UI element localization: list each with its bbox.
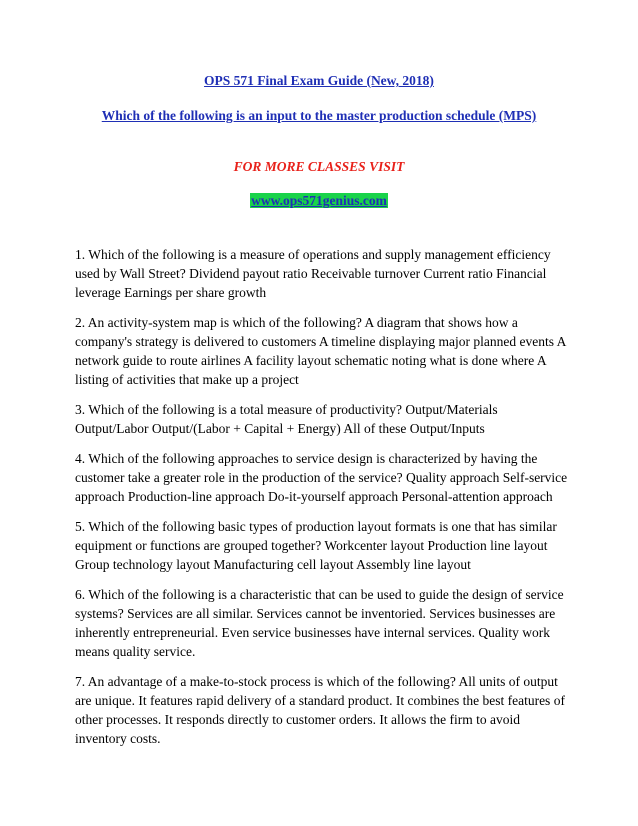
question-item: 1. Which of the following is a measure of operations and supply management efficiency used by Wall Street? Dividend payout ratio Receivable turnover Current ratio Financial leverage Earnings per share growth <box>75 247 551 300</box>
promo-text: FOR MORE CLASSES VISIT <box>233 159 405 174</box>
question-item: 2. An activity-system map is which of the following? A diagram that shows how a company's strategy is delivered to customers A timeline displaying major planned events A network guide to route airlines A facility layout schematic noting what is done where A listing of activities that make up a project <box>75 315 566 387</box>
question-item: 5. Which of the following basic types of production layout formats is one that has similar equipment or functions are grouped together? Workcenter layout Production line layout Group technology layout Manufacturing cell layout Assembly line layout <box>75 519 557 572</box>
document-title[interactable]: OPS 571 Final Exam Guide (New, 2018) <box>204 73 434 88</box>
question-item: 7. An advantage of a make-to-stock process is which of the following? All units of output are unique. It features rapid delivery of a standard product. It combines the best features of other processes. It responds directly to customer orders. It allows the firm to avoid inventory costs. <box>75 674 565 746</box>
document-title-link[interactable] <box>0 73 638 89</box>
question-item: 6. Which of the following is a characteristic that can be used to guide the design of service systems? Services are all similar. Services cannot be inventoried. Services businesses are inherently entrepreneurial. Even service businesses have internal services. Quality work means quality service. <box>75 587 564 659</box>
promo-link-row <box>0 193 638 209</box>
question-item: 3. Which of the following is a total measure of productivity? Output/Materials Output/Labor Output/(Labor + Capital + Energy) All of these Output/Inputs <box>75 402 498 436</box>
document-subtitle-link[interactable] <box>0 108 638 124</box>
question-list <box>75 245 570 759</box>
document-subtitle[interactable]: Which of the following is an input to the master production schedule (MPS) <box>101 108 537 123</box>
question-item: 4. Which of the following approaches to service design is characterized by having the customer take a greater role in the production of the service? Quality approach Self-service approach Production-line approach Do-it-yourself approach Personal-attention approach <box>75 451 568 504</box>
promo-website-link[interactable]: www.ops571genius.com <box>251 193 387 208</box>
